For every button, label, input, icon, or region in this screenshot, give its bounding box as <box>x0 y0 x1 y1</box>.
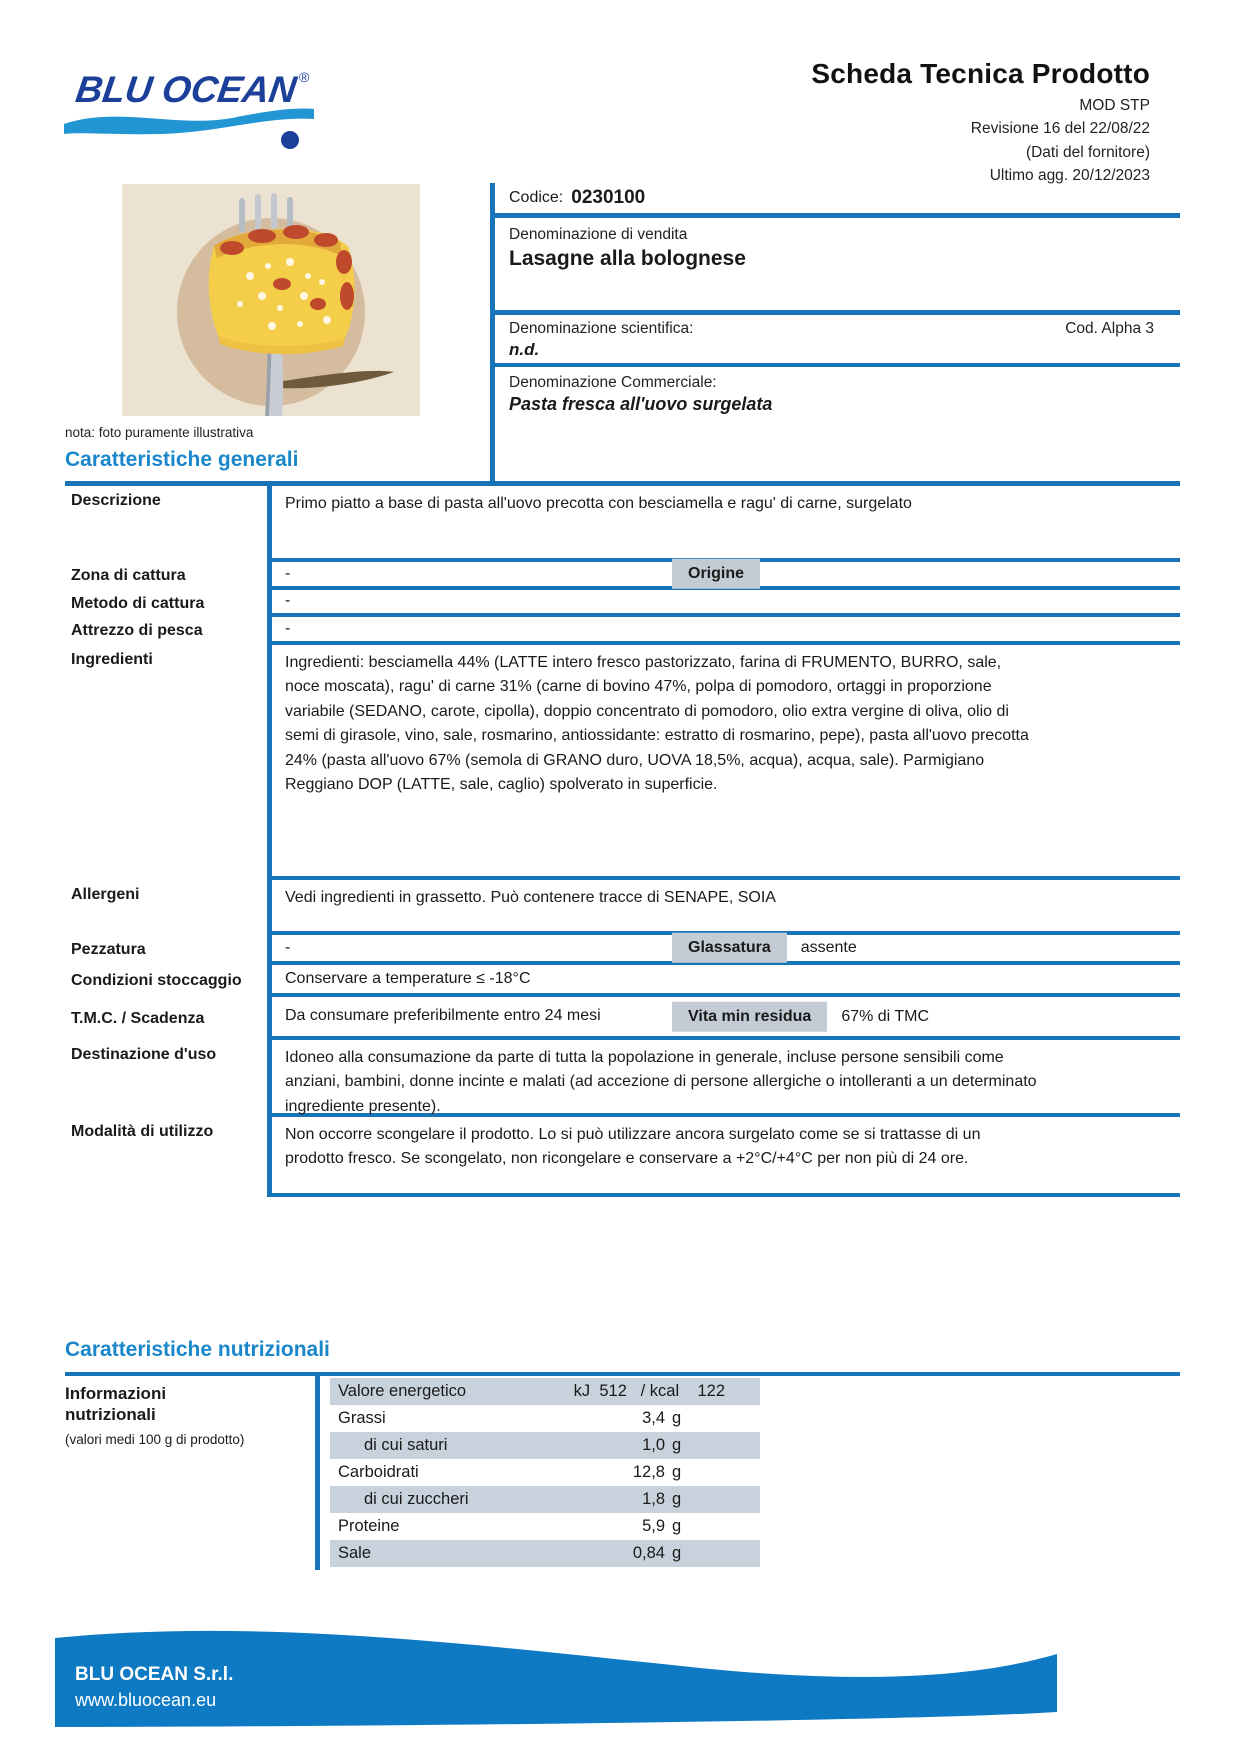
section-heading-nutrition: Caratteristiche nutrizionali <box>65 1338 330 1361</box>
logo-dot-icon <box>281 131 299 149</box>
row-label: Descrizione <box>71 492 161 509</box>
scientific-label: Denominazione scientifica: <box>509 320 694 337</box>
section-heading-general: Caratteristiche generali <box>65 448 299 471</box>
row-label: Destinazione d'uso <box>71 1046 217 1063</box>
nutrition-column-divider <box>315 1372 320 1570</box>
row-label: Condizioni stoccaggio <box>71 972 242 989</box>
row-label: Pezzatura <box>71 941 146 958</box>
sale-name-label: Denominazione di vendita <box>509 226 688 243</box>
row-value <box>272 1117 1180 1197</box>
row-value-text: Primo piatto a base di pasta all'uovo precotta con besciamella e ragu' di carne, surgelato <box>285 495 912 512</box>
table-row <box>65 617 1180 645</box>
row-value-text: Idoneo alla consumazione da parte di tutta la popolazione in generale, incluse persone sensibili come anziani, bambini, donne incinte e malati (ad accezione di persone allergiche o intolleranti a un determinato ingrediente presente). <box>285 1049 1037 1115</box>
nutrition-heading-rule <box>65 1372 1180 1376</box>
nutrient-label: Valore energetico <box>338 1382 467 1400</box>
sale-name-section <box>495 218 1180 315</box>
nutrient-unit: g <box>672 1490 682 1508</box>
scientific-name-section <box>495 315 1180 367</box>
doc-supplier-note: (Dati del fornitore) <box>1025 143 1150 161</box>
nutrition-info-label: Informazioni nutrizionali <box>65 1384 167 1425</box>
row-value <box>272 645 1180 880</box>
row-value <box>272 880 1180 935</box>
code-row <box>495 183 1180 218</box>
row-badge-group <box>672 933 857 963</box>
nutrient-label: di cui zuccheri <box>364 1490 469 1508</box>
table-row <box>65 1040 1180 1117</box>
row-value-text: Ingredienti: besciamella 44% (LATTE intero fresco pastorizzato, farina di FRUMENTO, BURRO, sale, noce moscata), ragu' di carne 31% (carne di bovino 47%, polpa di pomodoro, ortaggi in proporzione variabile (SEDANO, carote, cipolla), doppio concentrato di pomodoro, olio extra vergine di oliva, olio di semi di girasole, vino, sale, rosmarino, antiossidante: estratto di rosmarino, pepe), pasta all'uovo precotta 24% (pasta all'uovo 67% (semola di GRANO duro, UOVA 18,5%, acqua), acqua, sale). Parmigiano Reggiano DOP (LATTE, sale, caglio) spolverato in superficie. <box>285 654 1029 794</box>
product-photo <box>122 184 420 416</box>
table-row <box>65 590 1180 617</box>
row-label: Attrezzo di pesca <box>71 622 203 639</box>
doc-last-update: Ultimo agg. 20/12/2023 <box>989 166 1150 184</box>
nutrition-row <box>330 1378 760 1405</box>
nutrition-info-label-block <box>65 1383 303 1447</box>
photo-note: nota: foto puramente illustrativa <box>65 425 254 440</box>
nutrition-row <box>330 1459 760 1486</box>
table-row <box>65 935 1180 965</box>
row-value-text: Vedi ingredienti in grassetto. Può contenere tracce di SENAPE, SOIA <box>285 889 776 906</box>
doc-revision: Revisione 16 del 22/08/22 <box>970 120 1150 138</box>
row-value <box>272 965 1180 997</box>
page-title: Scheda Tecnica Prodotto <box>811 58 1150 89</box>
nutrient-label: di cui saturi <box>364 1436 448 1454</box>
nutrient-value: 1,0 <box>642 1436 665 1454</box>
table-row <box>65 997 1180 1040</box>
document-header <box>640 58 1150 187</box>
row-value-text: - <box>285 592 291 610</box>
row-value <box>272 1040 1180 1117</box>
row-label: Metodo di cattura <box>71 594 205 612</box>
row-value-text: Non occorre scongelare il prodotto. Lo si può utilizzare ancora surgelato come se si trattasse di un prodotto fresco. Se scongelato, non ricongelare e conservare a +2°C/+4°C per non più di 24 ore. <box>285 1126 981 1168</box>
footer-website: www.bluocean.eu <box>75 1690 217 1710</box>
nutrition-row <box>330 1513 760 1540</box>
nutrition-table <box>330 1378 760 1567</box>
code-label: Codice: <box>509 189 564 206</box>
nutrient-value: 3,4 <box>642 1409 665 1427</box>
row-badge-group <box>672 559 774 589</box>
sale-name-value: Lasagne alla bolognese <box>509 247 746 270</box>
doc-mod: MOD STP <box>1079 97 1150 114</box>
row-label: Zona di cattura <box>71 567 186 584</box>
row-value <box>272 617 1180 645</box>
footer <box>0 1600 1240 1754</box>
row-label: Modalità di utilizzo <box>71 1123 214 1140</box>
table-row <box>65 562 1180 590</box>
nutrient-unit: g <box>672 1436 682 1454</box>
row-value-text: Conservare a temperature ≤ -18°C <box>285 969 531 987</box>
lasagne-illustration <box>209 225 355 354</box>
nutrient-label: Carboidrati <box>338 1463 419 1481</box>
table-row <box>65 645 1180 880</box>
nutrition-row <box>330 1405 760 1432</box>
nutrient-label: Proteine <box>338 1517 400 1535</box>
row-badge-value: 67% di TMC <box>841 1007 930 1025</box>
row-value-text: Da consumare preferibilmente entro 24 mesi <box>285 1007 601 1025</box>
row-value <box>272 486 1180 562</box>
general-table-rows <box>65 486 1180 1197</box>
row-badge-value: assente <box>800 938 857 956</box>
nutrient-value: 0,84 <box>632 1544 665 1562</box>
row-value <box>272 997 1180 1040</box>
nutrient-value: 5,9 <box>642 1517 665 1535</box>
commercial-value: Pasta fresca all'uovo surgelata <box>509 394 773 414</box>
nutrition-row <box>330 1432 760 1459</box>
row-value-text: - <box>285 938 291 956</box>
row-value-text: - <box>285 564 291 582</box>
nutrient-label: Sale <box>338 1544 372 1562</box>
logo-wordmark <box>73 68 300 110</box>
nutrition-row <box>330 1540 760 1567</box>
nutrient-value: 12,8 <box>632 1463 665 1481</box>
row-label: Ingredienti <box>71 651 153 668</box>
logo-text: BLU OCEAN <box>73 68 300 110</box>
row-value-text: - <box>285 619 291 637</box>
nutrient-unit: g <box>672 1409 682 1427</box>
logo-wave-icon <box>64 108 314 134</box>
footer-company: BLU OCEAN S.r.l. <box>75 1664 234 1685</box>
row-badge: Origine <box>672 559 760 589</box>
product-identity-block <box>490 183 1180 481</box>
commercial-label: Denominazione Commerciale: <box>509 374 717 391</box>
nutrient-unit: g <box>672 1517 682 1535</box>
nutrient-unit: g <box>672 1463 682 1481</box>
row-value <box>272 590 1180 617</box>
scientific-value: n.d. <box>509 340 540 359</box>
nutrition-info-sub: (valori medi 100 g di prodotto) <box>65 1431 245 1447</box>
alpha-code: Cod. Alpha 3 <box>1065 320 1154 337</box>
row-badge: Vita min residua <box>672 1001 827 1031</box>
registered-mark: ® <box>299 69 310 85</box>
commercial-name-section <box>495 367 1180 415</box>
nutrient-label: Grassi <box>338 1409 386 1427</box>
row-badge-group <box>672 1001 929 1031</box>
nutrition-row <box>330 1486 760 1513</box>
row-badge: Glassatura <box>672 933 787 963</box>
table-row <box>65 880 1180 935</box>
table-row <box>65 486 1180 562</box>
nutrient-value: kJ 512 / kcal 122 <box>573 1382 725 1400</box>
row-value <box>272 562 1180 590</box>
table-row <box>65 1117 1180 1197</box>
row-label: Allergeni <box>71 886 140 903</box>
row-label: T.M.C. / Scadenza <box>71 1009 205 1027</box>
table-row <box>65 965 1180 997</box>
brand-logo <box>62 62 332 157</box>
code-value: 0230100 <box>571 187 646 208</box>
row-value <box>272 935 1180 965</box>
nutrient-unit: g <box>672 1544 682 1562</box>
general-table <box>65 481 1180 1197</box>
nutrient-value: 1,8 <box>642 1490 665 1508</box>
